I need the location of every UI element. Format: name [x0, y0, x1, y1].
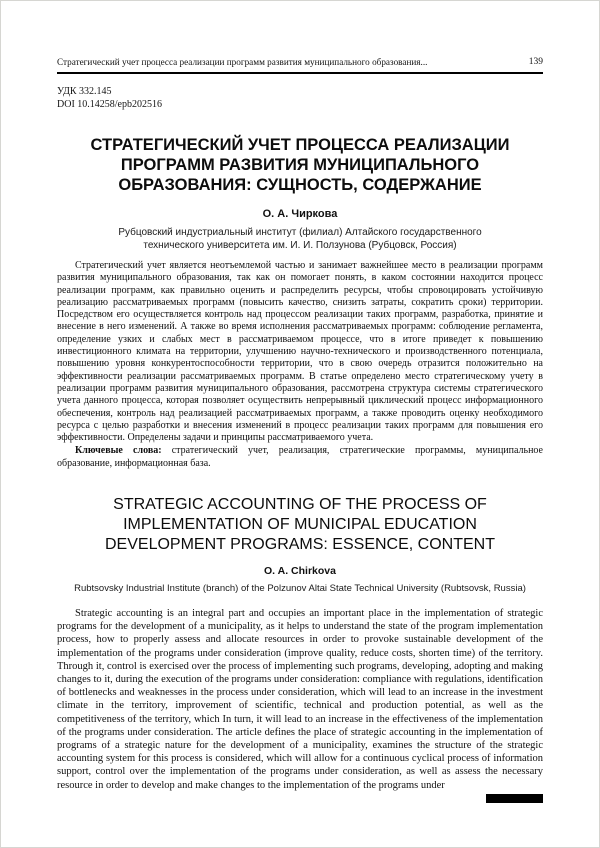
udk-code: УДК 332.145 [57, 86, 112, 97]
article-title-english: STRATEGIC ACCOUNTING OF THE PROCESS OF IMPLEMENTATION OF MUNICIPAL EDUCATION DEVELOPMENT PROGRAMS: ESSENCE, CONTENT [105, 496, 495, 554]
abstract-russian: Стратегический учет является неотъемлемой частью и занимает важнейшее место в реализации программ развития муниципального образования, так как он помогает понять, в каком состоянии находится процесс реализации программ, как правильно оценить и распределить ресурсы, чтобы спровоцировать устойчивую реализацию рассматриваемых программ (повысить качество, снизить затраты, сократить сроки) территории. Посредством его осуществляется контроль над процессом реализации таких программ, разработка, принятие и внесение в него изменений. А также во время исполнения рассматриваемых программ: соблюдение регламента, определение узких и слабых мест в рассматриваемом процессе, что в итоге приведет к повышению инвестиционного климата на территории, улучшению научно-технического и производственного потенциала, повышению уровня конкурентоспособности территории, что в свою очередь отразится положительно на эффективности реализации рассматриваемых программ. В статье определено место стратегическому учету в реализации программ развития муниципального образования, рассмотрена структура системы стратегического учета данного процесса, которая позволяет осуществить непрерывный циклический процесс информационного обеспечения, контроль над реализацией рассматриваемых программ, а также проводить оценку необходимого ресурса с целью разработки и внесения изменений в процесс реализации таких программ для повышения его эффективности. Определены задачи и принципы рассматриваемого учета. [57, 260, 543, 444]
article-title-russian: СТРАТЕГИЧЕСКИЙ УЧЕТ ПРОЦЕССА РЕАЛИЗАЦИИ ПРОГРАММ РАЗВИТИЯ МУНИЦИПАЛЬНОГО ОБРАЗОВАНИЯ: СУЩНОСТЬ, СОДЕРЖАНИЕ [90, 136, 510, 194]
article-meta [57, 85, 543, 111]
running-header [57, 57, 543, 74]
page-continuation-bar [486, 794, 543, 803]
keywords-russian [57, 445, 543, 470]
keywords-text: стратегический учет, реализация, стратегические программы, муниципальное образование, информационная база. [57, 445, 543, 469]
affiliation-russian: Рубцовский индустриальный институт (филиал) Алтайского государственного технического университета им. И. И. Ползунова (Рубцовск, Россия) [118, 227, 482, 251]
keywords-label: Ключевые слова: [75, 445, 162, 457]
running-title: Стратегический учет процесса реализации программ развития муниципального образования... [57, 57, 428, 67]
author-russian: О. А. Чиркова [262, 208, 338, 220]
affiliation-english: Rubtsovsky Industrial Institute (branch) of the Polzunov Altai State Technical University (Rubtsovsk, Russia) [74, 583, 526, 595]
abstract-english: Strategic accounting is an integral part and occupies an important place in the implementation of strategic programs for the development of a municipality, as it helps to understand the state of the program implementation process, how to properly assess and allocate resources in order to provoke sustainable development of the implementation of the programs under consideration (improve quality, reduce costs, shorten time) of the territory. Through it, control is exercised over the process of implementing such programs, developing, adopting and making changes to it, during the execution of the programs under consideration: compliance with regulations, identification of bottlenecks and weaknesses in the process under consideration, which will lead to an increase in the investment climate in the territory, improvement of scientific, technical and production potential, as well as the competitiveness of the territory, which In turn, it will lead to an increase in the effectiveness of the implementation of the programs under consideration. The article defines the place of strategic accounting in the implementation of programs of a strategic nature for the development of a municipality, examines the structure of the strategic accounting system for this process is considered, which will allow for a continuous cyclical process of information support, control over the implementation of the programs under consideration, as well as assess the necessary resource in order to develop and make changes to the implementation of the programs under [57, 608, 543, 791]
page-number: 139 [528, 57, 543, 67]
author-english: O. A. Chirkova [264, 565, 336, 578]
doi-code: DOI 10.14258/epb202516 [57, 99, 162, 110]
